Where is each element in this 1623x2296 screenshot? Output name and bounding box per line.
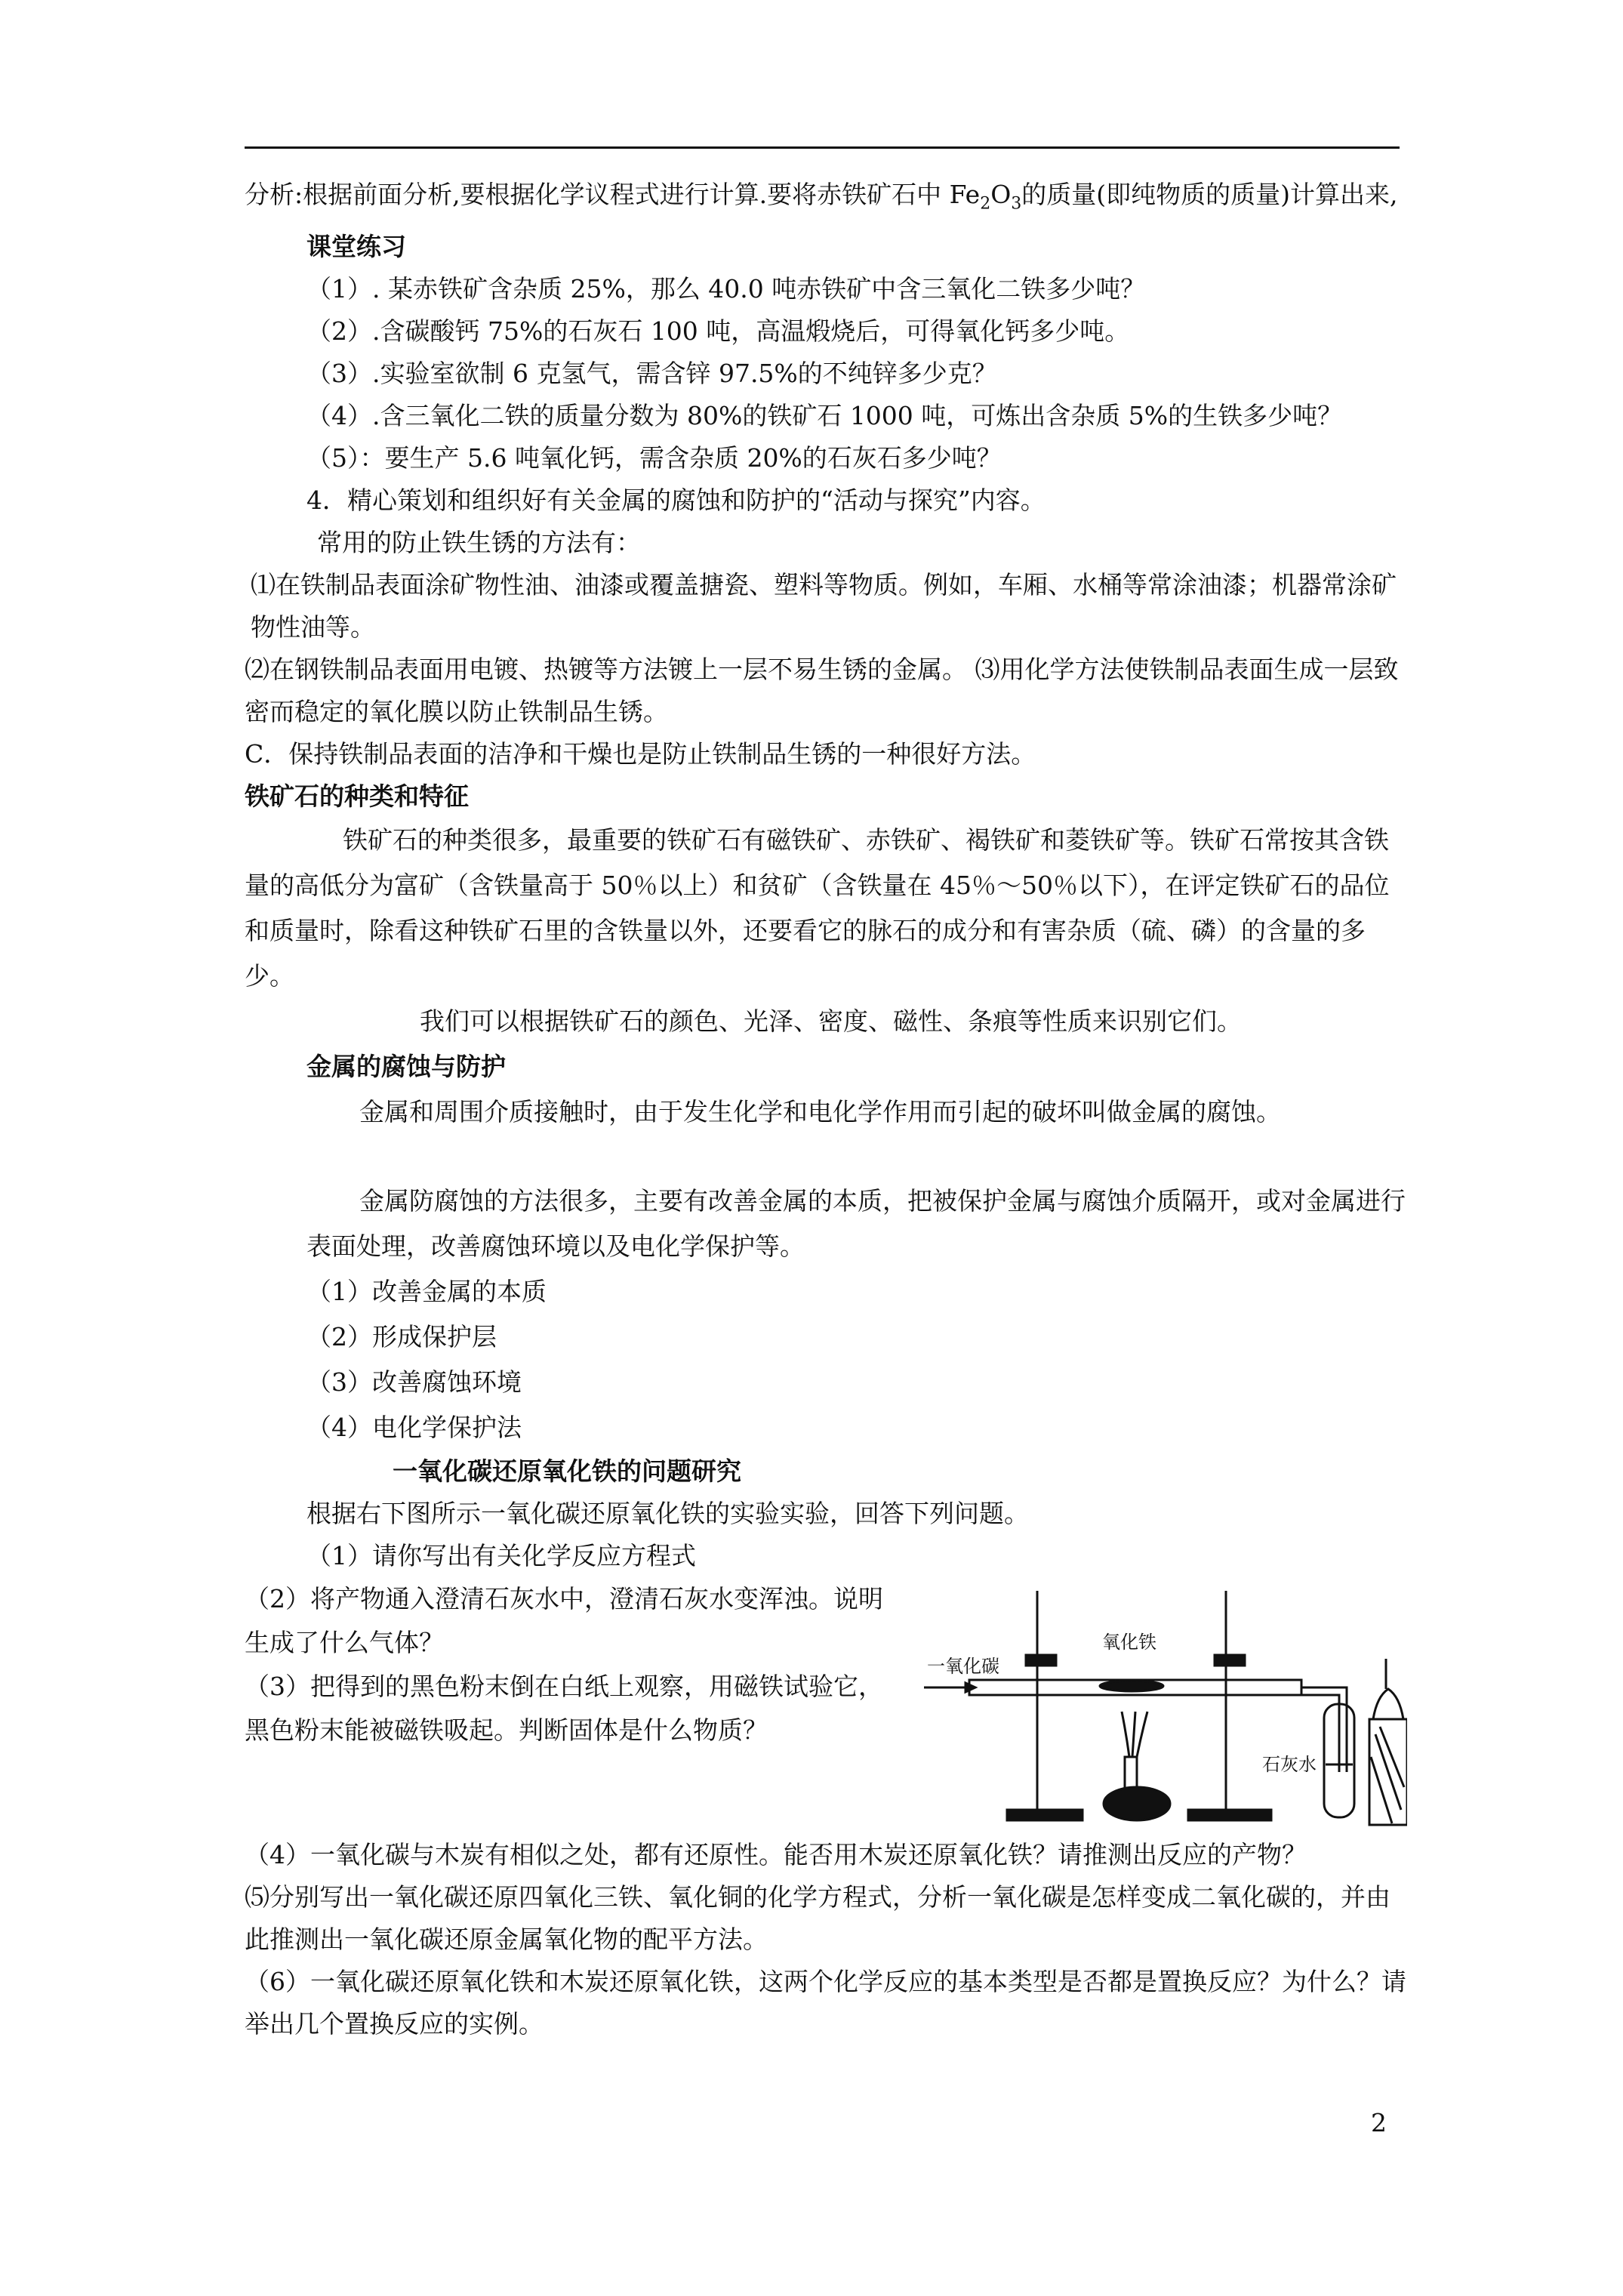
rust-method-1: ⑴在铁制品表面涂矿物性油、油漆或覆盖搪瓷、塑料等物质。例如，车厢、水桶等常涂油漆；机器常涂矿物性油等。 [251,569,1397,642]
corrosion-item: （4）电化学保护法 [306,1412,522,1442]
exercise-item: （2）.含碳酸钙 75%的石灰石 100 吨，高温煅烧后，可得氧化钙多少吨。 [306,316,1130,346]
co-label: 一氧化碳 [927,1655,999,1677]
co-question-4: （4）一氧化碳与木炭有相似之处，都有还原性。能否用木炭还原氧化铁？请推测出反应的产物？ [245,1839,1307,1869]
co-question-6: （6）一氧化碳还原氧化铁和木炭还原氧化铁，这两个化学反应的基本类型是否都是置换反应？为什么？请举出几个置换反应的实例。 [245,1966,1406,2039]
co-question-5: ⑸分别写出一氧化碳还原四氧化三铁、氧化铜的化学方程式，分析一氧化碳是怎样变成二氧化碳的，并由此推测出一氧化碳还原金属氧化物的配平方法。 [245,1881,1390,1954]
co-heading: 一氧化碳还原氧化铁的问题研究 [393,1456,741,1486]
corrosion-item: （2）形成保护层 [306,1321,497,1351]
co-question-3: （3）把得到的黑色粉末倒在白纸上观察，用磁铁试验它，黑色粉末能被磁铁吸起。判断固体是什么物质？ [245,1671,883,1745]
limewater-label: 石灰水 [1262,1753,1317,1775]
point-4: 4．精心策划和组织好有关金属的腐蚀和防护的“活动与探究”内容。 [306,485,1046,515]
page-number: 2 [1371,2108,1387,2137]
rust-intro: 常用的防止铁生锈的方法有： [317,527,641,557]
exercises-heading: 课堂练习 [306,231,406,261]
rust-method-2: ⑵在钢铁制品表面用电镀、热镀等方法镀上一层不易生锈的金属。 ⑶用化学方法使铁制品表面生成一层致密而稳定的氧化膜以防止铁制品生锈。 [245,654,1399,726]
document-body [245,174,1407,2045]
co-reduction-apparatus-diagram [924,1583,1407,1832]
co-question-figure-block [245,1577,1407,1834]
exercise-item: （3）.实验室欲制 6 克氢气，需含锌 97.5%的不纯锌多少克？ [306,358,997,388]
spacer [245,1135,1407,1179]
corrosion-methods: 金属防腐蚀的方法很多，主要有改善金属的本质，把被保护金属与腐蚀介质隔开，或对金属进行表面处理，改善腐蚀环境以及电化学保护等。 [306,1185,1406,1261]
exercise-item: （4）.含三氧化二铁的质量分数为 80%的铁矿石 1000 吨，可炼出含杂质 5%的生铁多少吨？ [306,400,1343,430]
co-question-2: （2）将产物通入澄清石灰水中，澄清石灰水变浑浊。说明生成了什么气体？ [245,1583,883,1657]
corrosion-definition: 金属和周围介质接触时，由于发生化学和电化学作用而引起的破坏叫做金属的腐蚀。 [359,1096,1281,1126]
exercise-item: （5）：要生产 5.6 吨氧化钙，需含杂质 20%的石灰石多少吨？ [306,442,1002,473]
rust-method-3: C．保持铁制品表面的洁净和干燥也是防止铁制品生锈的一种很好方法。 [245,738,1036,769]
corrosion-heading: 金属的腐蚀与防护 [306,1051,506,1081]
corrosion-item: （3）改善腐蚀环境 [306,1367,522,1397]
exercise-item: （1）. 某赤铁矿含杂质 25%，那么 40.0 吨赤铁矿中含三氧化二铁多少吨？ [306,273,1146,304]
corrosion-item: （1）改善金属的本质 [306,1276,547,1306]
ore-paragraph-2: 我们可以根据铁矿石的颜色、光泽、密度、磁性、条痕等性质来识别它们。 [420,1006,1242,1036]
co-intro: 根据右下图所示一氧化碳还原氧化铁的实验实验，回答下列问题。 [306,1498,1029,1528]
header-rule [245,146,1400,149]
analysis-paragraph: 分析:根据前面分析,要根据化学议程式进行计算.要将赤铁矿石中 $Fe_2O_3$的质量(即纯物质的质量)计算出来, [245,180,1398,214]
co-question-1: （1）请你写出有关化学反应方程式 [306,1540,696,1570]
ore-heading: 铁矿石的种类和特征 [245,781,469,811]
iron-oxide-label: 氧化铁 [1102,1631,1156,1653]
ore-paragraph: 铁矿石的种类很多，最重要的铁矿石有磁铁矿、赤铁矿、褐铁矿和菱铁矿等。铁矿石常按其含铁量的高低分为富矿（含铁量高于 50％以上）和贫矿（含铁量在 45％～50％以下），在评定铁矿石的品位和质量时，除看这种铁矿石里的含铁量以外，还要看它的脉石的成分和有害杂质（硫、磷）的含量的多少。 [245,824,1390,991]
